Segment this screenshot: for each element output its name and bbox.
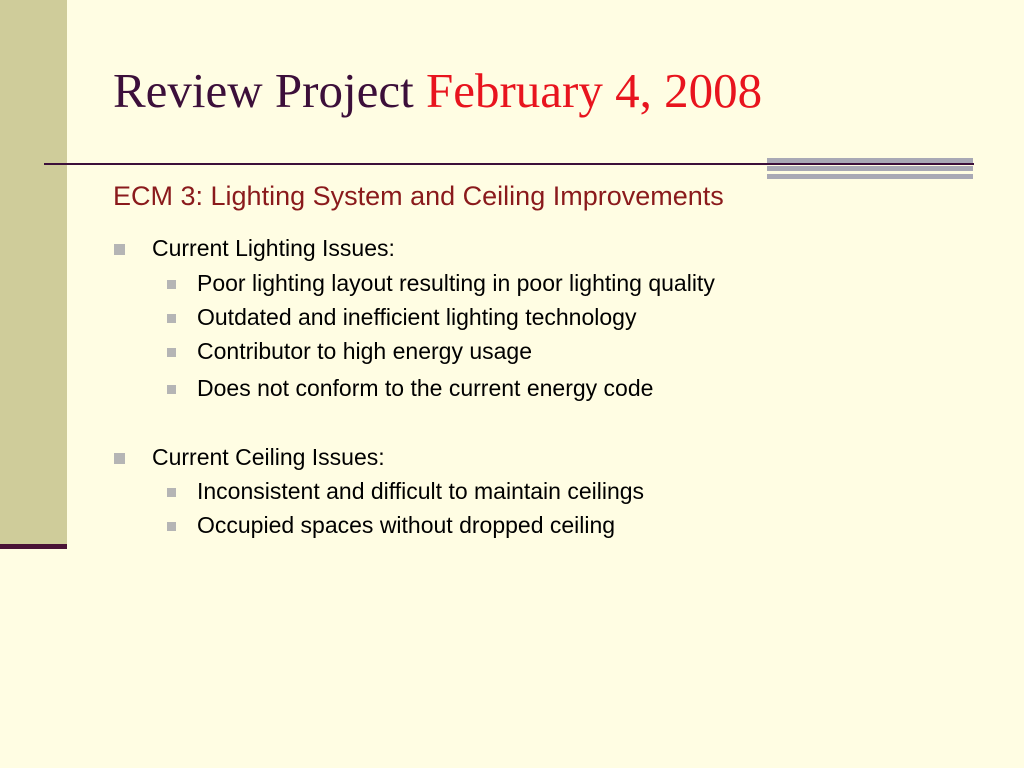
sub-bullet (197, 375, 653, 403)
title-main: Review Project (113, 63, 414, 118)
left-decorative-band (0, 0, 67, 548)
slide-title (113, 63, 762, 119)
bullet-text: Outdated and inefficient lighting technology (197, 304, 637, 330)
left-band-rule (0, 544, 67, 549)
sub-bullet (197, 338, 532, 366)
slide-subtitle: ECM 3: Lighting System and Ceiling Improvements (113, 181, 724, 211)
bullet-text: Occupied spaces without dropped ceiling (197, 512, 616, 538)
bullet-text: Current Lighting Issues: (152, 235, 395, 261)
accent-bars (767, 158, 973, 179)
bullet-text: Current Ceiling Issues: (152, 444, 385, 470)
accent-bar (767, 174, 973, 179)
square-bullet-icon (167, 522, 176, 531)
bullet-text: Does not conform to the current energy code (197, 375, 654, 401)
bullet-text: Contributor to high energy usage (197, 338, 532, 364)
sub-bullet (197, 304, 636, 332)
square-bullet-icon (167, 348, 176, 357)
sub-bullet (197, 270, 715, 298)
square-bullet-icon (167, 385, 176, 394)
bullet-text: Poor lighting layout resulting in poor lighting quality (197, 270, 715, 296)
square-bullet-icon (167, 280, 176, 289)
square-bullet-icon (167, 314, 176, 323)
bullet-text: Inconsistent and difficult to maintain ceilings (197, 478, 645, 504)
title-date: February 4, 2008 (425, 63, 763, 118)
accent-bar (767, 166, 973, 171)
sub-bullet (197, 512, 615, 540)
square-bullet-icon (114, 244, 125, 255)
sub-bullet (197, 478, 644, 506)
bullet-lighting-issues (152, 235, 395, 263)
square-bullet-icon (114, 453, 125, 464)
square-bullet-icon (167, 488, 176, 497)
bullet-ceiling-issues (152, 444, 385, 472)
accent-bar (767, 158, 973, 163)
